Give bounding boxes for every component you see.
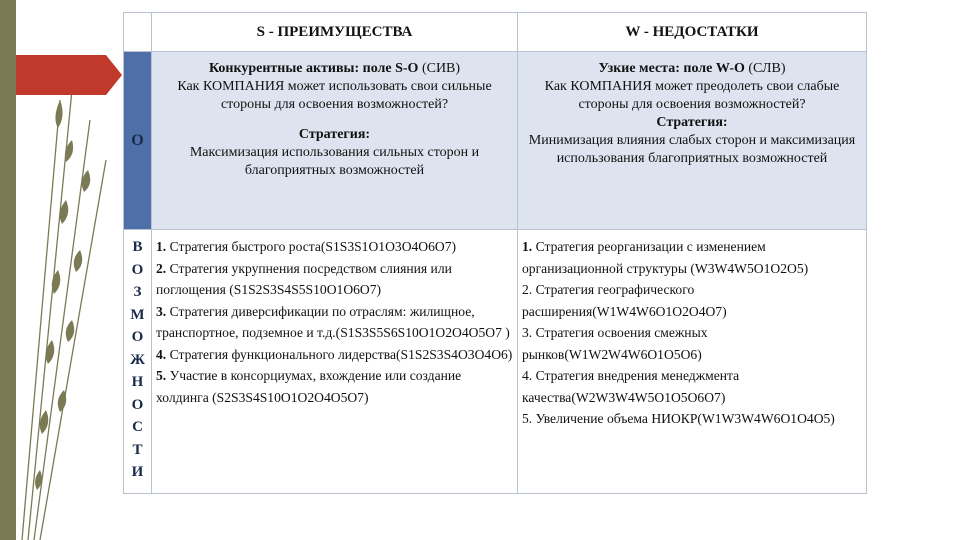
item-number: 4. [522, 368, 533, 383]
vertical-letter: Т [132, 441, 143, 458]
so-question: Как КОМПАНИЯ может использовать свои сильные стороны для освоения возможностей? [177, 79, 492, 112]
so-strategy-item [156, 258, 513, 301]
header-weaknesses: W - НЕДОСТАТКИ [518, 13, 867, 52]
wo-strategy-item [522, 408, 862, 430]
vertical-letter: О [131, 329, 144, 345]
so-title-bold: Конкурентные активы: поле S-O [208, 61, 419, 76]
item-number: 3. [522, 325, 533, 340]
so-strategy-item [156, 365, 513, 408]
side-label-opportunities [124, 230, 152, 494]
wo-question: Как КОМПАНИЯ может преодолеть свои слабые стороны для освоения возможностей? [544, 79, 840, 112]
header-strengths: S - ПРЕИМУЩЕСТВА [152, 13, 518, 52]
vertical-letter: Н [131, 374, 144, 390]
so-title [162, 60, 507, 78]
wo-description-cell [518, 52, 867, 230]
vertical-letter: О [131, 396, 144, 413]
item-text: Увеличение объема НИОКР(W1W3W4W6O1O4O5) [532, 411, 835, 426]
vertical-letter: И [131, 464, 144, 480]
item-text: Стратегия диверсификации по отраслям: жилищное, транспортное, подземное и т.д.(S1S3S5S6S10O1O2O4O5O7 ) [156, 303, 510, 340]
item-number: 4. [156, 346, 167, 362]
item-number: 3. [156, 303, 167, 319]
wo-title-tail: (СЛВ) [744, 61, 786, 76]
vertical-letter: В [132, 239, 143, 255]
wo-strategy-text: Минимизация влияния слабых сторон и максимизация использования благоприятных возможностей [528, 133, 856, 166]
item-text: Стратегия географического расширения(W1W4W6O1O2O4O7) [522, 282, 727, 319]
so-strategy-item [156, 301, 513, 344]
item-text: Стратегия функционального лидерства(S1S2S3S4O3O4O6) [166, 346, 513, 362]
wo-strategy-item [522, 365, 862, 408]
swot-table [123, 12, 867, 494]
wo-strategy-item [522, 279, 862, 322]
vertical-letter: М [130, 306, 145, 323]
wo-strategies-cell [518, 230, 867, 494]
so-description-cell [152, 52, 518, 230]
vertical-letter: О [131, 261, 144, 278]
side-label-o [124, 52, 152, 230]
wo-title [528, 60, 856, 78]
item-number: 2. [522, 282, 533, 297]
vertical-word [124, 230, 151, 484]
so-strategy-item [156, 236, 513, 258]
item-text: Участие в консорциумах, вхождение или создание холдинга (S2S3S4S10O1O2O4O5O7) [156, 368, 462, 405]
so-strategy-item [156, 344, 513, 366]
wo-strategy-label: Стратегия: [656, 115, 728, 130]
item-number: 1. [156, 239, 167, 254]
item-text: Стратегия реорганизации с изменением организационной структуры (W3W4W5O1O2O5) [522, 239, 809, 276]
vertical-letter: С [132, 419, 143, 435]
so-strategies-cell [152, 230, 518, 494]
wo-strategy-item [522, 236, 862, 279]
item-text: Стратегия укрупнения посредством слияния или поглощения (S1S2S3S4S5S10O1O6O7) [156, 260, 452, 297]
item-number: 1. [522, 239, 533, 254]
so-strategy-label: Стратегия: [298, 127, 371, 142]
item-text: Стратегия освоения смежных рынков(W1W2W4W6O1O5O6) [522, 325, 708, 362]
corner-cell [124, 13, 152, 52]
item-number: 5. [156, 368, 167, 383]
so-title-tail: (СИВ) [418, 61, 461, 76]
item-text: Стратегия внедрения менеджмента качества(W2W3W4W5O1O5O6O7) [522, 368, 740, 405]
vertical-letter: Ж [130, 351, 145, 368]
wo-strategy-item [522, 322, 862, 365]
side-letter-o: О [131, 132, 144, 149]
vertical-letter: З [133, 284, 142, 300]
so-strategy-text: Максимизация использования сильных сторон и благоприятных возможностей [189, 145, 480, 178]
accent-arrow [16, 55, 124, 95]
item-text: Стратегия быстрого роста(S1S3S1O1O3O4O6O7) [166, 239, 457, 254]
item-number: 2. [156, 260, 167, 276]
item-number: 5. [522, 411, 533, 426]
wo-title-bold: Узкие места: поле W-O [598, 61, 745, 76]
accent-arrow-shape [16, 55, 122, 95]
